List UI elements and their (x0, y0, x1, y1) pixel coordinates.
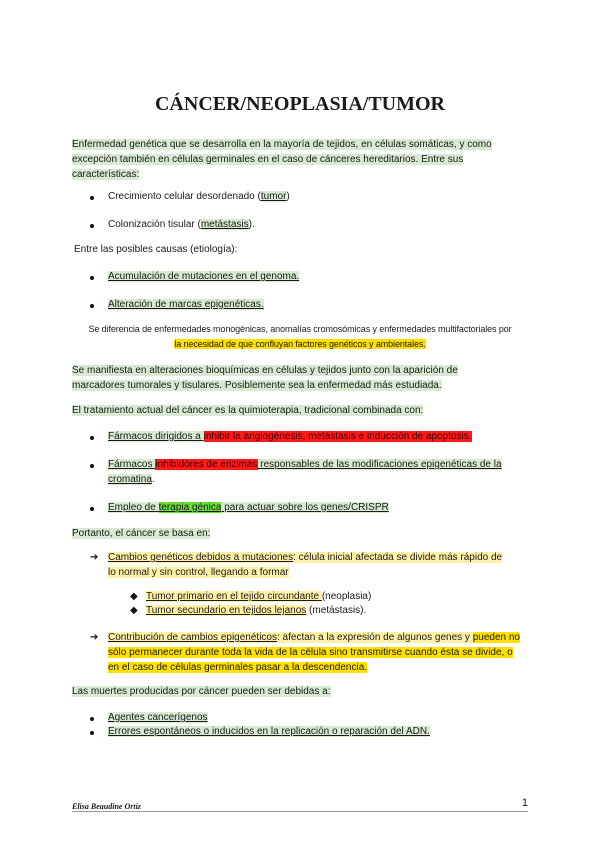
bullet-icon (90, 276, 94, 280)
list-item-treatment: Empleo de terapia génica para actuar sobre los genes/CRISPR (108, 502, 389, 513)
bullet-icon (90, 224, 94, 228)
highlight-green: terapia génica (158, 502, 222, 513)
manifest-line-1: Se manifiesta en alteraciones bioquímicas en células y tejidos junto con la aparición de (72, 365, 458, 376)
list-item-basis: Cambios genéticos debidos a mutaciones: célula inicial afectada se divide más rápido de lo normal y sin control, llegando a formar (108, 552, 503, 578)
sub-list-item: Tumor secundario en tejidos lejanos (metástasis). (146, 605, 367, 616)
difference-paragraph (72, 322, 528, 352)
list-item-characteristic: Colonización tisular (metástasis). (108, 219, 255, 230)
highlight-red: inhibidores de enzimas (155, 459, 258, 470)
sub-list-item: Tumor primario en el tejido circundante (neoplasia) (146, 591, 372, 602)
intro-line-1: Enfermedad genética que se desarrolla en la mayoría de tejidos, en células somáticas, y como (72, 139, 492, 150)
bullet-icon (90, 717, 94, 721)
bullet-icon (90, 304, 94, 308)
manifest-line-2: marcadores tumorales y tisulares. Posiblemente sea la enfermedad más estudiada. (72, 380, 442, 391)
diamond-bullet-icon: ◆ (130, 605, 138, 616)
deaths-heading: Las muertes producidas por cáncer pueden ser debidas a: (72, 686, 331, 697)
arrow-right-icon: ➔ (90, 632, 99, 643)
diamond-bullet-icon: ◆ (130, 591, 138, 602)
page-number: 1 (521, 797, 528, 809)
highlight-red: inhibir la angiogénesis, metástasis e inducción de apoptosis. (203, 431, 472, 442)
intro-line-2: excepción también en células germinales en el caso de cánceres hereditarios. Entre sus (72, 154, 464, 165)
footer-divider (72, 811, 528, 812)
list-item-death-cause: Errores espontáneos o inducidos en la replicación o reparación del ADN. (108, 726, 430, 737)
treatment-heading: El tratamiento actual del cáncer es la quimioterapia, tradicional combinada con: (72, 405, 424, 416)
list-item-death-cause: Agentes cancerígenos (108, 712, 208, 723)
list-item-treatment: Fármacos dirigidos a inhibir la angiogénesis, metástasis e inducción de apoptosis. (108, 431, 472, 442)
arrow-right-icon: ➔ (90, 552, 99, 563)
manifest-paragraph (72, 363, 528, 393)
footer-author: Elisa Beaudine Ortiz (72, 802, 141, 811)
bullet-icon (90, 436, 94, 440)
list-item-treatment: Fármacos inhibidores de enzimas responsables de las modificaciones epigenéticas de la cromatina. (108, 459, 502, 485)
bullet-icon (90, 464, 94, 468)
intro-paragraph (72, 137, 528, 182)
list-item-characteristic: Crecimiento celular desordenado (tumor) (108, 191, 290, 202)
difference-line-1: Se diferencia de enfermedades monogénicas, anomalías cromosómicas y enfermedades multifactoriales por (88, 324, 512, 334)
bullet-icon (90, 507, 94, 511)
term-tumor: tumor (260, 191, 287, 202)
intro-line-3: características: (72, 169, 140, 180)
causes-heading: Entre las posibles causas (etiología): (74, 244, 238, 255)
bullet-icon (90, 196, 94, 200)
term-metastasis: metástasis (200, 219, 249, 230)
list-item-basis: Contribución de cambios epigenéticos: afectan a la expresión de algunos genes y pueden no sólo permanecer durante toda la vida de la célula sino transmitirse cuando ésta se divide, o en el caso de células germinales pasar a la descendencia. (108, 632, 520, 673)
list-item-cause: Alteración de marcas epigenéticas. (108, 299, 264, 310)
difference-line-2: la necesidad de que confluyan factores genéticos y ambientales. (174, 339, 426, 349)
bullet-icon (90, 731, 94, 735)
list-item-cause: Acumulación de mutaciones en el genoma. (108, 271, 300, 282)
basis-heading: Portanto, el cáncer se basa en: (72, 528, 211, 539)
page-title: CÁNCER/NEOPLASIA/TUMOR (154, 93, 446, 115)
